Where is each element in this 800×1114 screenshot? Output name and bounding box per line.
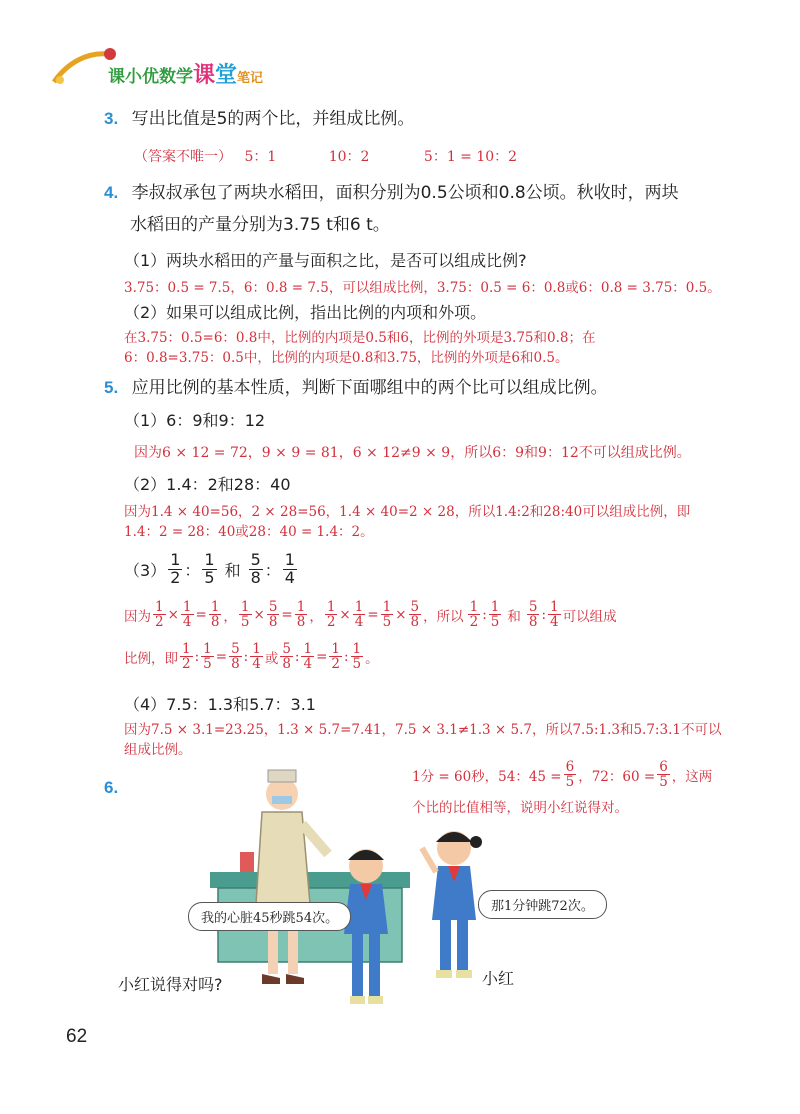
question-text-line2: 水稻田的产量分别为3.75 t和6 t。	[130, 215, 390, 235]
frac-denominator: 5	[659, 774, 668, 791]
question-5	[104, 373, 608, 398]
answer-line: 因为1.4 × 40=56，2 × 28=56，1.4 × 40=2 × 28，所以1.4:2和28:40可以组成比例，即	[124, 504, 691, 520]
answer-line: 1.4：2 = 28：40或28：40 = 1.4：2。	[124, 524, 374, 540]
logo-title-4: 笔记	[237, 71, 264, 86]
sub-label: （3）	[124, 560, 167, 580]
answer-5-2	[124, 502, 690, 542]
answer-5-3-line1: 因为 $\frac{1}{2}$ × $\frac{1}{4}$ = $\frac{1}{8}$ ， $\frac{1}{5}$ × $\frac{5}{8}$ = $\frac{1}{8}$ ， $\frac{1}{2}$ × $\frac{1}{4}$ = $\frac{1}{5}$ × $\frac{5}{8}$ ，所以 $\frac{1}{2}$ : $\frac{1}{5}$ 和 $\frac{5}{8}$ : $\frac{1}{4}$ 可以组成	[124, 599, 617, 631]
answer-5-4	[124, 720, 721, 760]
classroom-illustration	[170, 764, 590, 1014]
answer-3	[134, 146, 517, 166]
question-text: 写出比值是5的两个比，并组成比例。	[131, 109, 415, 129]
and-text: 和	[507, 608, 521, 625]
question-number: 4.	[104, 183, 119, 202]
answer-5-1: 因为6 × 12 = 72，9 × 9 = 81，6 × 12≠9 × 9，所以6：9和9：12不可以组成比例。	[134, 445, 691, 461]
frac-numerator: 6	[659, 759, 668, 775]
question-number: 5.	[104, 378, 119, 397]
logo-title-2: 课	[193, 63, 216, 88]
sub-question-4-1: （1）两块水稻田的产量与面积之比，是否可以组成比例?	[124, 251, 527, 270]
so-text: ，所以	[423, 608, 464, 625]
and-text: 和	[224, 560, 241, 580]
answer-6-line2: 个比的比值相等，说明小红说得对。	[412, 800, 628, 816]
logo-title-3: 堂	[215, 63, 238, 88]
frac-denominator: 5	[565, 774, 575, 791]
or-text: 或	[264, 650, 279, 667]
answer-proportion: 5：1 = 10：2	[423, 149, 518, 165]
can-form-text: 可以组成	[562, 608, 617, 625]
answer-5-3-line2: 比例，即 $\frac{1}{2}$ : $\frac{1}{5}$ = $\frac{5}{8}$ : $\frac{1}{4}$ 或 $\frac{5}{8}$ : $\frac{1}{4}$ = $\frac{1}{2}$ : $\frac{1}{5}$ 。	[124, 641, 379, 673]
question-number: 3.	[104, 109, 119, 128]
sub-question-5-4: （4）7.5：1.3和5.7：3.1	[124, 695, 316, 714]
page-number: 62	[66, 1026, 88, 1047]
speech-bubble-right: 那1分钟跳72次。	[478, 890, 607, 919]
answer-text: 比例，即	[124, 650, 178, 667]
frac-numerator: 6	[565, 759, 575, 775]
character-name-label: 小红	[482, 969, 515, 988]
sub-question-5-2: （2）1.4：2和28：40	[124, 475, 291, 494]
answer-ratio-b: 10：2	[328, 149, 370, 165]
sub-question-5-1: （1）6：9和9：12	[124, 411, 266, 430]
answer-line: 6：0.8=3.75：0.5中，比例的内项是0.8和3.75，比例的外项是6和0.5。	[124, 350, 569, 366]
header-logo	[48, 44, 328, 90]
answer-line: 在3.75：0.5=6：0.8中，比例的内项是0.5和6，比例的外项是3.75和0.8；在	[124, 330, 596, 346]
answer-line: 因为7.5 × 3.1=23.25，1.3 × 5.7=7.41，7.5 × 3.1≠1.3 × 5.7，所以7.5:1.3和5.7:3.1不可以	[124, 722, 722, 738]
question-6-prompt: 小红说得对吗?	[118, 975, 223, 994]
question-number: 6.	[104, 778, 119, 797]
answer-text: 1分 = 60秒，54：45 =	[412, 768, 562, 785]
sub-question-4-2: （2）如果可以组成比例，指出比例的内项和外项。	[124, 303, 487, 322]
question-text: 应用比例的基本性质，判断下面哪组中的两个比可以组成比例。	[131, 378, 608, 398]
answer-text: ，72：60 =	[578, 768, 656, 785]
answer-text: ，这两	[671, 768, 713, 785]
question-3	[104, 104, 414, 129]
answer-line: 组成比例。	[124, 742, 192, 758]
because-text: 因为	[124, 608, 151, 625]
sub-question-5-3: （3） $\frac{1}{2}$ ： $\frac{1}{5}$ 和 $\frac{5}{8}$ ： $\frac{1}{4}$	[124, 550, 295, 587]
speech-bubble-left: 我的心脏45秒跳54次。	[188, 902, 351, 931]
answer-note: （答案不唯一）	[134, 149, 232, 165]
answer-4-1: 3.75：0.5 = 7.5，6：0.8 = 7.5，可以组成比例，3.75：0.5 = 6：0.8或6：0.8 = 3.75：0.5。	[124, 280, 721, 296]
answer-ratio-a: 5：1	[244, 149, 277, 165]
answer-4-2	[124, 328, 595, 368]
question-4	[104, 177, 679, 241]
logo-title-1: 课小优数学	[108, 67, 193, 87]
question-6	[104, 778, 118, 798]
question-text-line1: 李叔叔承包了两块水稻田，面积分别为0.5公顷和0.8公顷。秋收时，两块	[131, 183, 679, 203]
